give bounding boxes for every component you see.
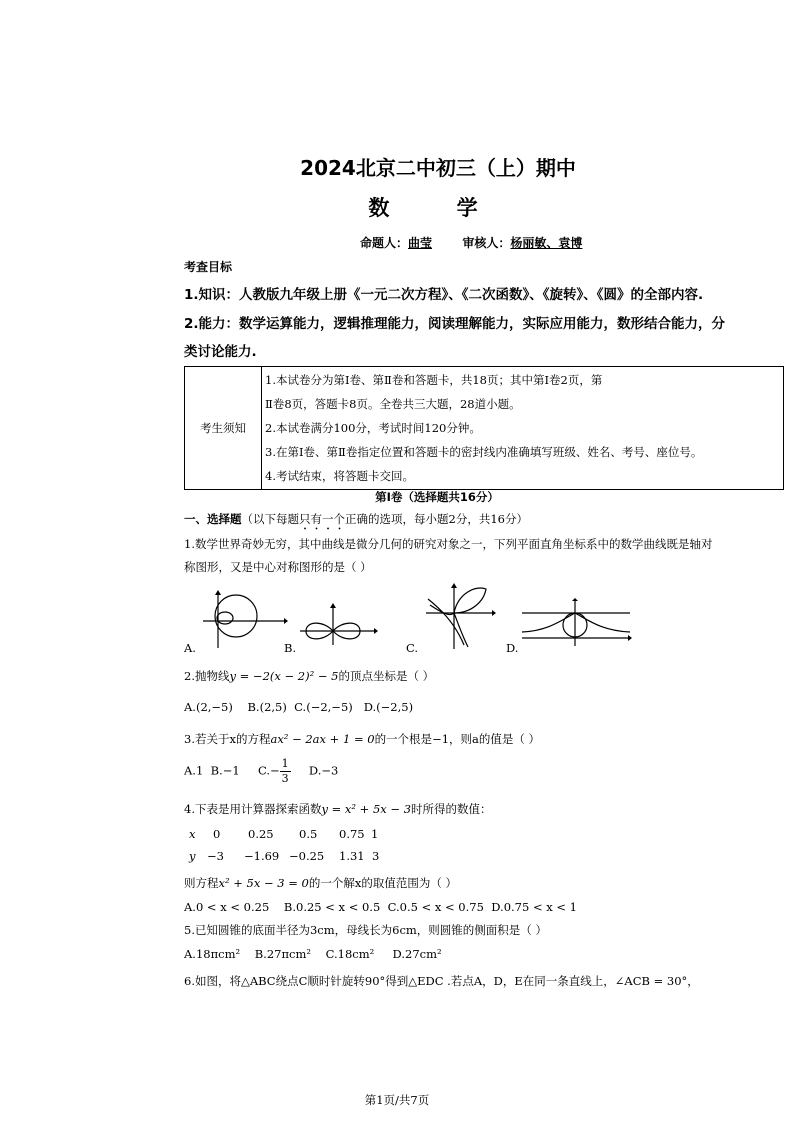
exam-subject: 数 学 [368, 196, 508, 220]
q3-fraction: $\frac{1}{3}$ [281, 757, 289, 785]
reviewer-name: 杨丽敏、袁博 [510, 236, 583, 250]
reviewer-label: 审核人： [462, 236, 511, 250]
q1-option-b: B. [284, 641, 297, 655]
q1-figure-d [518, 598, 634, 646]
q5-option: B.27πcm² [254, 947, 311, 961]
q2-option: A.(2,−5) [184, 700, 233, 714]
q3-option: B.−1 [210, 763, 240, 778]
exam-title: 2024北京二中初三（上）期中 [300, 156, 576, 180]
q5-option: A.18πcm² [184, 947, 241, 961]
q4-table-x-value: 1 [371, 827, 379, 841]
q1-text-line1: 1.数学世界奇妙无穷，其中曲线是微分几何的研究对象之一，下列平面直角坐标系中的数学曲线既是轴对 [184, 537, 713, 551]
q1-option-a: A. [184, 641, 196, 655]
q4-option: C.0.5 < x < 0.75 [387, 900, 484, 914]
section-heading-bold: 一、选择题 [184, 512, 242, 526]
objectives-ability-2: 类讨论能力. [184, 344, 257, 360]
author-label: 命题人： [360, 236, 409, 250]
q5-options [184, 947, 442, 961]
objectives-ability-1: 2.能力：数学运算能力，逻辑推理能力，阅读理解能力，实际应用能力，数形结合能力，分 [184, 316, 726, 332]
q1-option-c: C. [406, 641, 419, 655]
q6-text: 6.如图，将△ABC绕点C顺时针旋转90°得到△EDC .若点A，D，E在同一条直线上，∠ACB = 30°， [184, 974, 699, 988]
q4-option: A.0 < x < 0.25 [184, 900, 270, 914]
notice-item: 1.本试卷分为第Ⅰ卷、第Ⅱ卷和答题卡，共18页；其中第Ⅰ卷2页，第 [265, 373, 603, 387]
author-name: 曲莹 [408, 236, 433, 250]
q4-table-y-value: −1.69 [244, 849, 280, 863]
q1-figure-c [424, 583, 496, 651]
q4-option: D.0.75 < x < 1 [491, 900, 578, 914]
q3-option: D.−3 [308, 763, 339, 778]
q5-option: C.18cm² [325, 947, 375, 961]
q4-question: 则方程x² + 5x − 3 = 0的一个解x的取值范围为（ ） [184, 876, 458, 890]
q4-options [184, 900, 577, 914]
q1-text-line2: 称图形，又是中心对称图形的是（ ） [184, 560, 372, 574]
notice-label: 考生须知 [185, 367, 262, 490]
q5-option: D.27cm² [392, 947, 442, 961]
q4-table-y-label: y [189, 849, 196, 863]
objectives-knowledge: 1.知识：人教版九年级上册《一元二次方程》、《二次函数》、《旋转》、《圆》的全部内容. [184, 287, 704, 303]
q2-option: D.(−2,5) [363, 700, 414, 714]
q3-option: A.1 [184, 763, 204, 778]
q4-table-x-value: 0 [213, 827, 221, 841]
q4-table-x-value: 0.5 [299, 827, 318, 841]
q4-table-x-label: x [189, 827, 196, 841]
q1-option-d: D. [506, 641, 519, 655]
q2-option: B.(2,5) [247, 700, 287, 714]
q4-table-x-value: 0.25 [248, 827, 274, 841]
q4-table-x-value: 0.75 [339, 827, 365, 841]
notice-item: 2.本试卷满分100分，考试时间120分钟。 [265, 421, 481, 435]
q2-options [184, 700, 413, 714]
q4-table-y-value: −0.25 [289, 849, 325, 863]
q5-text: 5.已知圆锥的底面半径为3cm，母线长为6cm，则圆锥的侧面积是（ ） [184, 923, 547, 937]
author-line [360, 234, 582, 251]
q3-text: 3.若关于x的方程ax² − 2ax + 1 = 0的一个根是−1，则a的值是（ ） [184, 732, 541, 746]
q2-option: C.(−2,−5) [294, 700, 353, 714]
q2-expression: y = −2(x − 2)² − 5 [229, 669, 339, 683]
q1-figure-b [298, 603, 378, 645]
q4-expression: y = x² + 5x − 3 [321, 802, 412, 816]
q4-text: 4.下表是用计算器探索函数y = x² + 5x − 3时所得的数值： [184, 802, 492, 816]
q3-options [184, 757, 338, 786]
notice-item: 4.考试结束，将答题卡交回。 [265, 469, 414, 483]
q4-table-y-value: 3 [372, 849, 380, 863]
q4-option: B.0.25 < x < 0.5 [283, 900, 381, 914]
q2-text: 2.抛物线y = −2(x − 2)² − 5的顶点坐标是（ ） [184, 669, 435, 683]
q3-expression: ax² − 2ax + 1 = 0 [270, 732, 375, 746]
section-title: 第Ⅰ卷（选择题共16分） [375, 490, 499, 504]
q1-figure-a [198, 588, 288, 650]
notice-items [262, 367, 784, 490]
q4-table-y-value: −3 [207, 849, 224, 863]
page-footer: 第1页/共7页 [364, 1093, 430, 1107]
notice-table [184, 366, 784, 490]
q4-question-expression: x² + 5x − 3 = 0 [218, 876, 309, 890]
notice-item: Ⅱ卷8页，答题卡8页。全卷共三大题，28道小题。 [265, 397, 521, 411]
objectives-heading: 考查目标 [184, 260, 233, 274]
q4-table-y-value: 1.31 [339, 849, 365, 863]
notice-item: 3.在第Ⅰ卷、第Ⅱ卷指定位置和答题卡的密封线内准确填写班级、姓名、考号、座位号。 [265, 445, 703, 459]
section-heading: 一、选择题（以下每题只有一个正确的选项，每小题2分，共16分） [184, 512, 528, 526]
emphasis-text: 只有一个 [299, 512, 345, 526]
q3-option: C.− [257, 763, 280, 778]
